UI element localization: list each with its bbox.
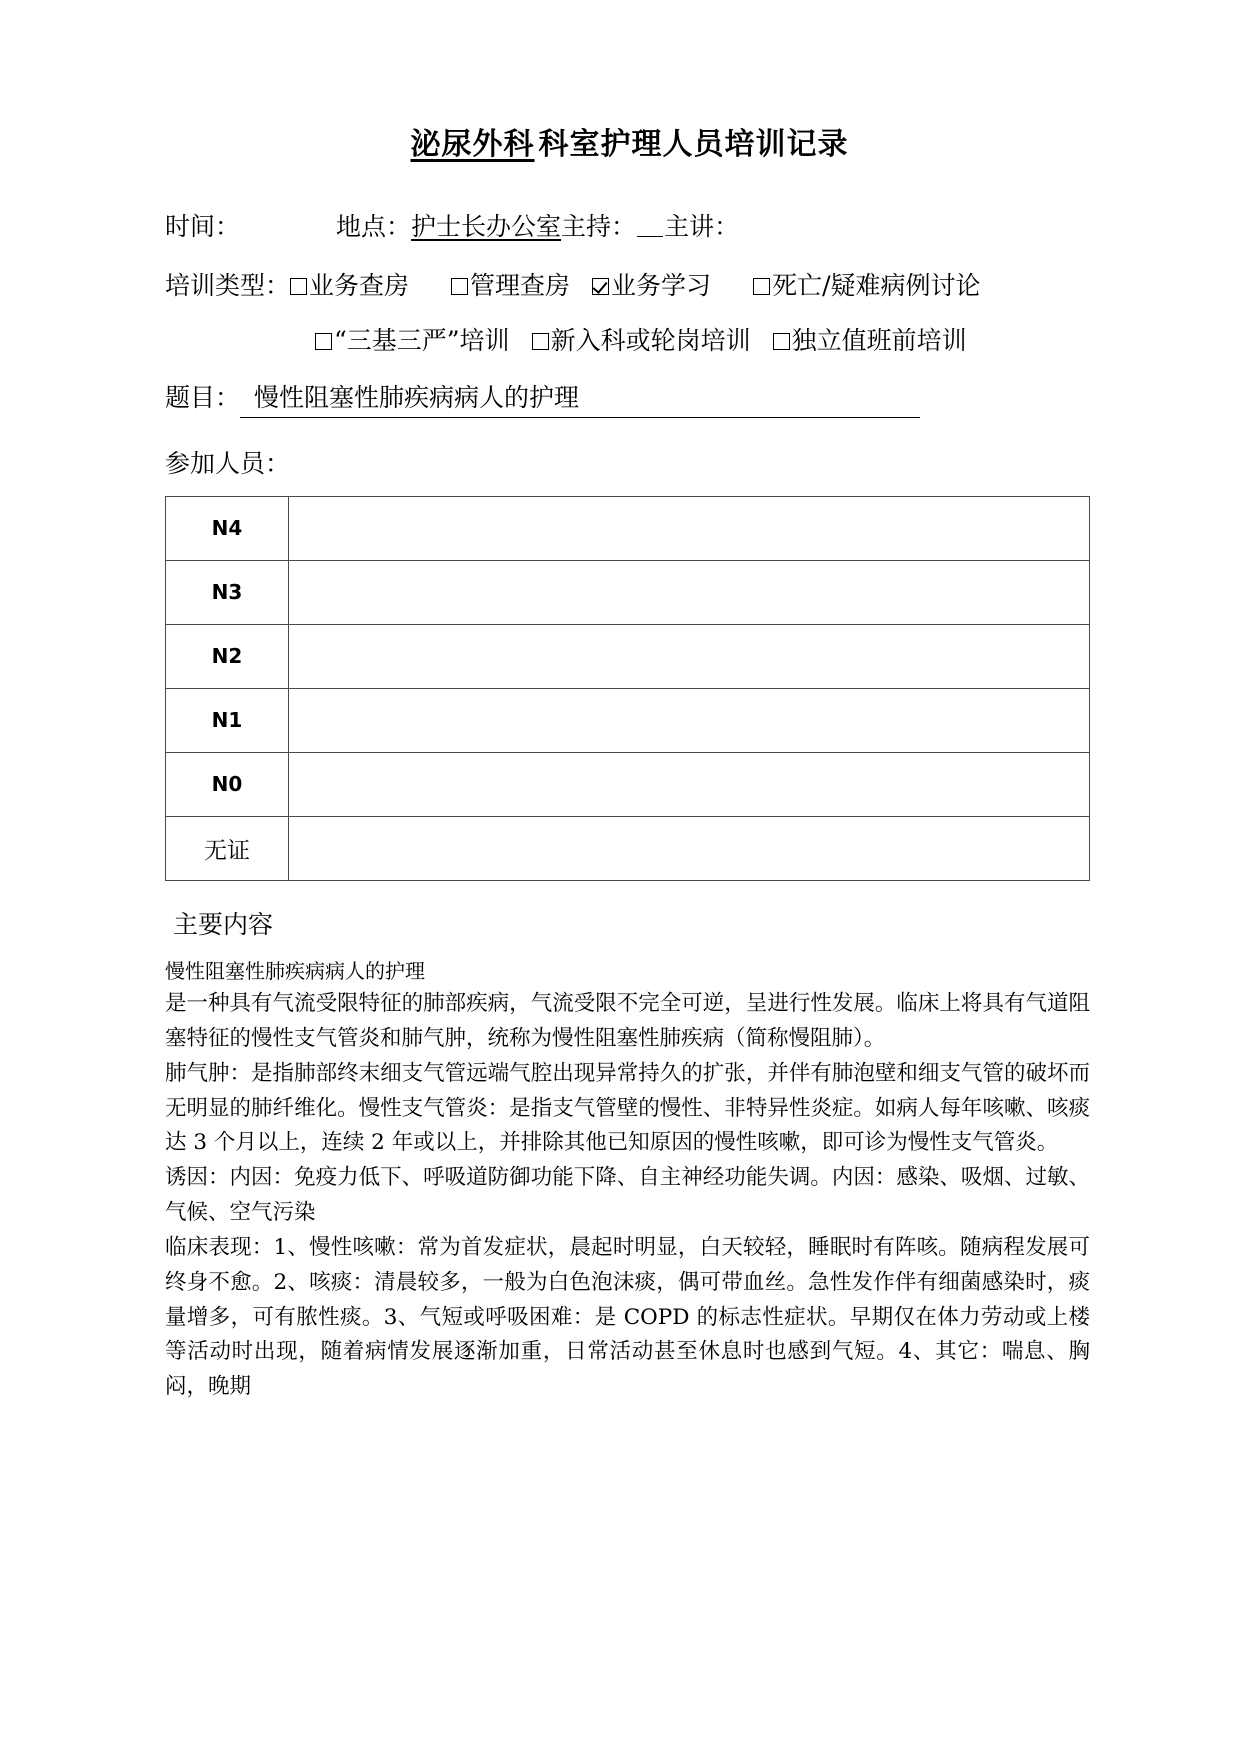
checkbox-item-death-case-discussion[interactable] [753, 267, 980, 305]
checkbox-icon[interactable] [532, 333, 549, 350]
checkbox-icon[interactable] [290, 278, 307, 295]
content-paragraph-3: 诱因：内因：免疫力低下、呼吸道防御功能下降、自主神经功能失调。内因：感染、吸烟、过敏、气候、空气污染 [165, 1165, 1090, 1226]
checkbox-label: 新入科或轮岗培训 [550, 326, 751, 356]
names-cell-n3[interactable] [289, 560, 1090, 624]
checkbox-icon[interactable] [753, 278, 770, 295]
level-cell-n3: N3 [166, 560, 289, 624]
table-row [166, 688, 1090, 752]
checkbox-label: 独立值班前培训 [791, 326, 967, 356]
checkbox-checked-icon[interactable] [592, 278, 609, 295]
content-paragraph-4: 临床表现：1、慢性咳嗽：常为首发症状，晨起时明显，白天较轻，睡眠时有阵咳。随病程发展可终身不愈。2、咳痰：清晨较多，一般为白色泡沫痰，偶可带血丝。急性发作伴有细菌感染时，痰量增多，可有脓性痰。3、气短或呼吸困难：是 COPD 的标志性症状。早期仅在体力劳动或上楼等活动时出现，随着病情发展逐渐加重，日常活动甚至休息时也感到气短。4、其它：喘息、胸闷，晚期 [165, 1234, 1090, 1400]
checkbox-label: “三基三严”培训 [334, 326, 510, 356]
names-cell-n2[interactable] [289, 624, 1090, 688]
checkbox-item-business-study[interactable] [592, 267, 711, 305]
content-lead: 慢性阻塞性肺疾病病人的护理 [165, 958, 425, 983]
page-title [165, 125, 1090, 164]
table-row [166, 624, 1090, 688]
attendees-label: 参加人员： [165, 448, 291, 478]
checkbox-icon[interactable] [773, 333, 790, 350]
time-label: 时间： [165, 212, 241, 241]
names-cell-n1[interactable] [289, 688, 1090, 752]
checkbox-item-business-round[interactable] [290, 267, 409, 305]
table-row [166, 752, 1090, 816]
host-value-blank[interactable] [637, 236, 663, 237]
level-cell-n1: N1 [166, 688, 289, 752]
topic-value[interactable]: 慢性阻塞性肺疾病病人的护理 [240, 378, 920, 418]
table-row [166, 496, 1090, 560]
level-cell-n4: N4 [166, 496, 289, 560]
checkbox-label: 管理查房 [470, 270, 571, 300]
department-name: 泌尿外科 [410, 127, 535, 162]
checkbox-item-new-rotation[interactable] [532, 322, 751, 360]
checkbox-item-three-basics[interactable] [315, 322, 510, 360]
table-row [166, 560, 1090, 624]
speaker-label: 主讲： [664, 212, 740, 241]
content-paragraph-1: 是一种具有气流受限特征的肺部疾病，气流受限不完全可逆，呈进行性发展。临床上将具有气道阻塞特征的慢性支气管炎和肺气肿，统称为慢性阻塞性肺疾病（简称慢阻肺）。 [165, 991, 1090, 1051]
checkbox-item-independent-shift[interactable] [773, 322, 967, 360]
names-cell-uncertified[interactable] [289, 816, 1090, 880]
attendees-table [165, 496, 1090, 881]
table-row [166, 816, 1090, 880]
title-rest: 科室护理人员培训记录 [538, 127, 849, 162]
place-value[interactable]: 护士长办公室 [411, 212, 562, 241]
checkbox-label: 业务学习 [611, 270, 712, 300]
content-body [165, 955, 1090, 1405]
topic-label: 题目： [165, 382, 241, 412]
content-heading: 主要内容 [173, 909, 274, 939]
training-type-row-1 [165, 267, 1090, 305]
checkbox-icon[interactable] [451, 278, 468, 295]
place-label: 地点： [336, 212, 412, 241]
content-paragraph-2: 肺气肿：是指肺部终末细支气管远端气腔出现异常持久的扩张，并伴有肺泡壁和细支气管的破坏而无明显的肺纤维化。慢性支气管炎：是指支气管壁的慢性、非特异性炎症。如病人每年咳嗽、咳痰达 3 个月以上，连续 2 年或以上，并排除其他已知原因的慢性咳嗽，即可诊为慢性支气管炎。 [165, 1060, 1090, 1156]
checkbox-item-management-round[interactable] [451, 267, 570, 305]
checkbox-icon[interactable] [315, 333, 332, 350]
level-cell-n2: N2 [166, 624, 289, 688]
host-label: 主持： [561, 212, 637, 241]
topic-line [165, 378, 1090, 418]
checkbox-label: 死亡/疑难病例讨论 [772, 270, 981, 300]
checkbox-label: 业务查房 [309, 270, 410, 300]
names-cell-n4[interactable] [289, 496, 1090, 560]
names-cell-n0[interactable] [289, 752, 1090, 816]
meeting-info-line [165, 208, 1090, 247]
level-cell-uncertified: 无证 [166, 816, 289, 880]
training-type-label: 培训类型： [165, 270, 291, 300]
level-cell-n0: N0 [166, 752, 289, 816]
training-type-row-2 [165, 322, 1090, 360]
